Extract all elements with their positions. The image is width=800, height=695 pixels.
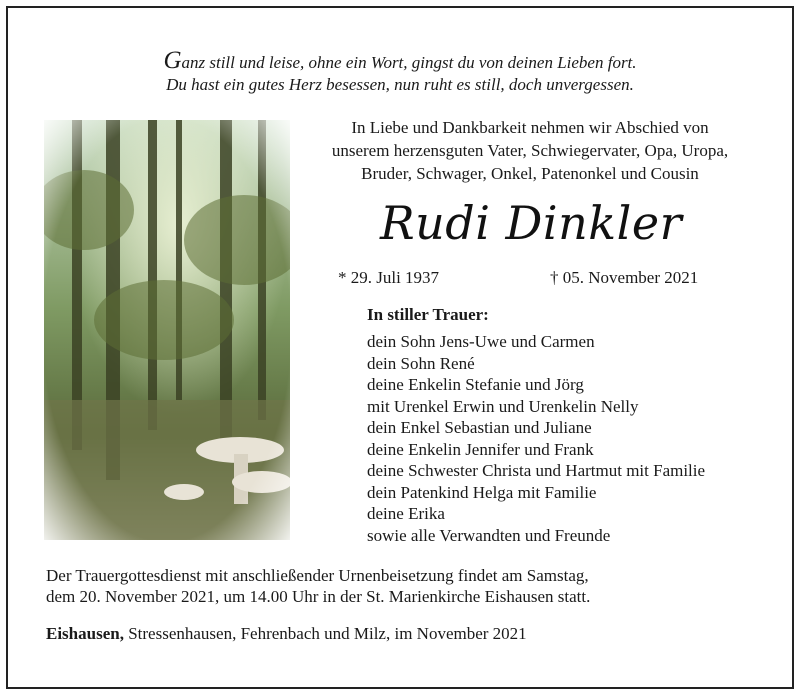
- mourner-line: dein Patenkind Helga mit Familie: [367, 482, 597, 502]
- deceased-name: Rudi Dinkler: [380, 196, 683, 250]
- mourner-line: deine Erika: [367, 504, 445, 523]
- birth-date: * 29. Juli 1937: [338, 268, 440, 287]
- forest-mushroom-photo: [44, 120, 290, 540]
- mourners-heading: [367, 304, 489, 326]
- mourner-line: deine Schwester Christa und Hartmut mit Familie: [367, 461, 706, 480]
- poem-line-1-text: anz still und leise, ohne ein Wort, gingst du von deinen Lieben fort.: [181, 53, 637, 72]
- intro-line-1: In Liebe und Dankbarkeit nehmen wir Abschied von: [351, 118, 709, 137]
- poem-line-1: [0, 47, 800, 74]
- service-line-1: Der Trauergottesdienst mit anschließender Urnenbeisetzung findet am Samstag,: [46, 566, 589, 585]
- mourner-line: deine Enkelin Jennifer und Frank: [367, 439, 594, 459]
- mourner-line: deine Enkelin Stefanie und Jörg: [367, 375, 584, 394]
- intro-line-3: Bruder, Schwager, Onkel, Patenonkel und Cousin: [361, 164, 699, 183]
- closing-rest: Stressenhausen, Fehrenbach und Milz, im November 2021: [123, 624, 527, 643]
- intro-line-2: unserem herzensguten Vater, Schwiegervater, Opa, Uropa,: [331, 141, 729, 160]
- poem-line-2: Du hast ein gutes Herz besessen, nun ruht es still, doch unvergessen.: [166, 75, 634, 94]
- mourner-line: dein Enkel Sebastian und Juliane: [367, 418, 592, 437]
- mourners-heading-text: In stiller Trauer:: [367, 305, 489, 324]
- mourner-line: mit Urenkel Erwin und Urenkelin Nelly: [367, 396, 639, 416]
- closing-line: [46, 624, 527, 644]
- death-date: † 05. November 2021: [550, 268, 699, 287]
- mourner-line: dein Sohn Jens-Uwe und Carmen: [367, 332, 595, 351]
- poem-initial: G: [163, 47, 182, 74]
- closing-place: Eishausen,: [46, 624, 124, 643]
- service-line-2: dem 20. November 2021, um 14.00 Uhr in der St. Marienkirche Eishausen statt.: [46, 587, 591, 606]
- mourner-line: dein Sohn René: [367, 353, 475, 373]
- mourner-line: sowie alle Verwandten und Freunde: [367, 525, 611, 545]
